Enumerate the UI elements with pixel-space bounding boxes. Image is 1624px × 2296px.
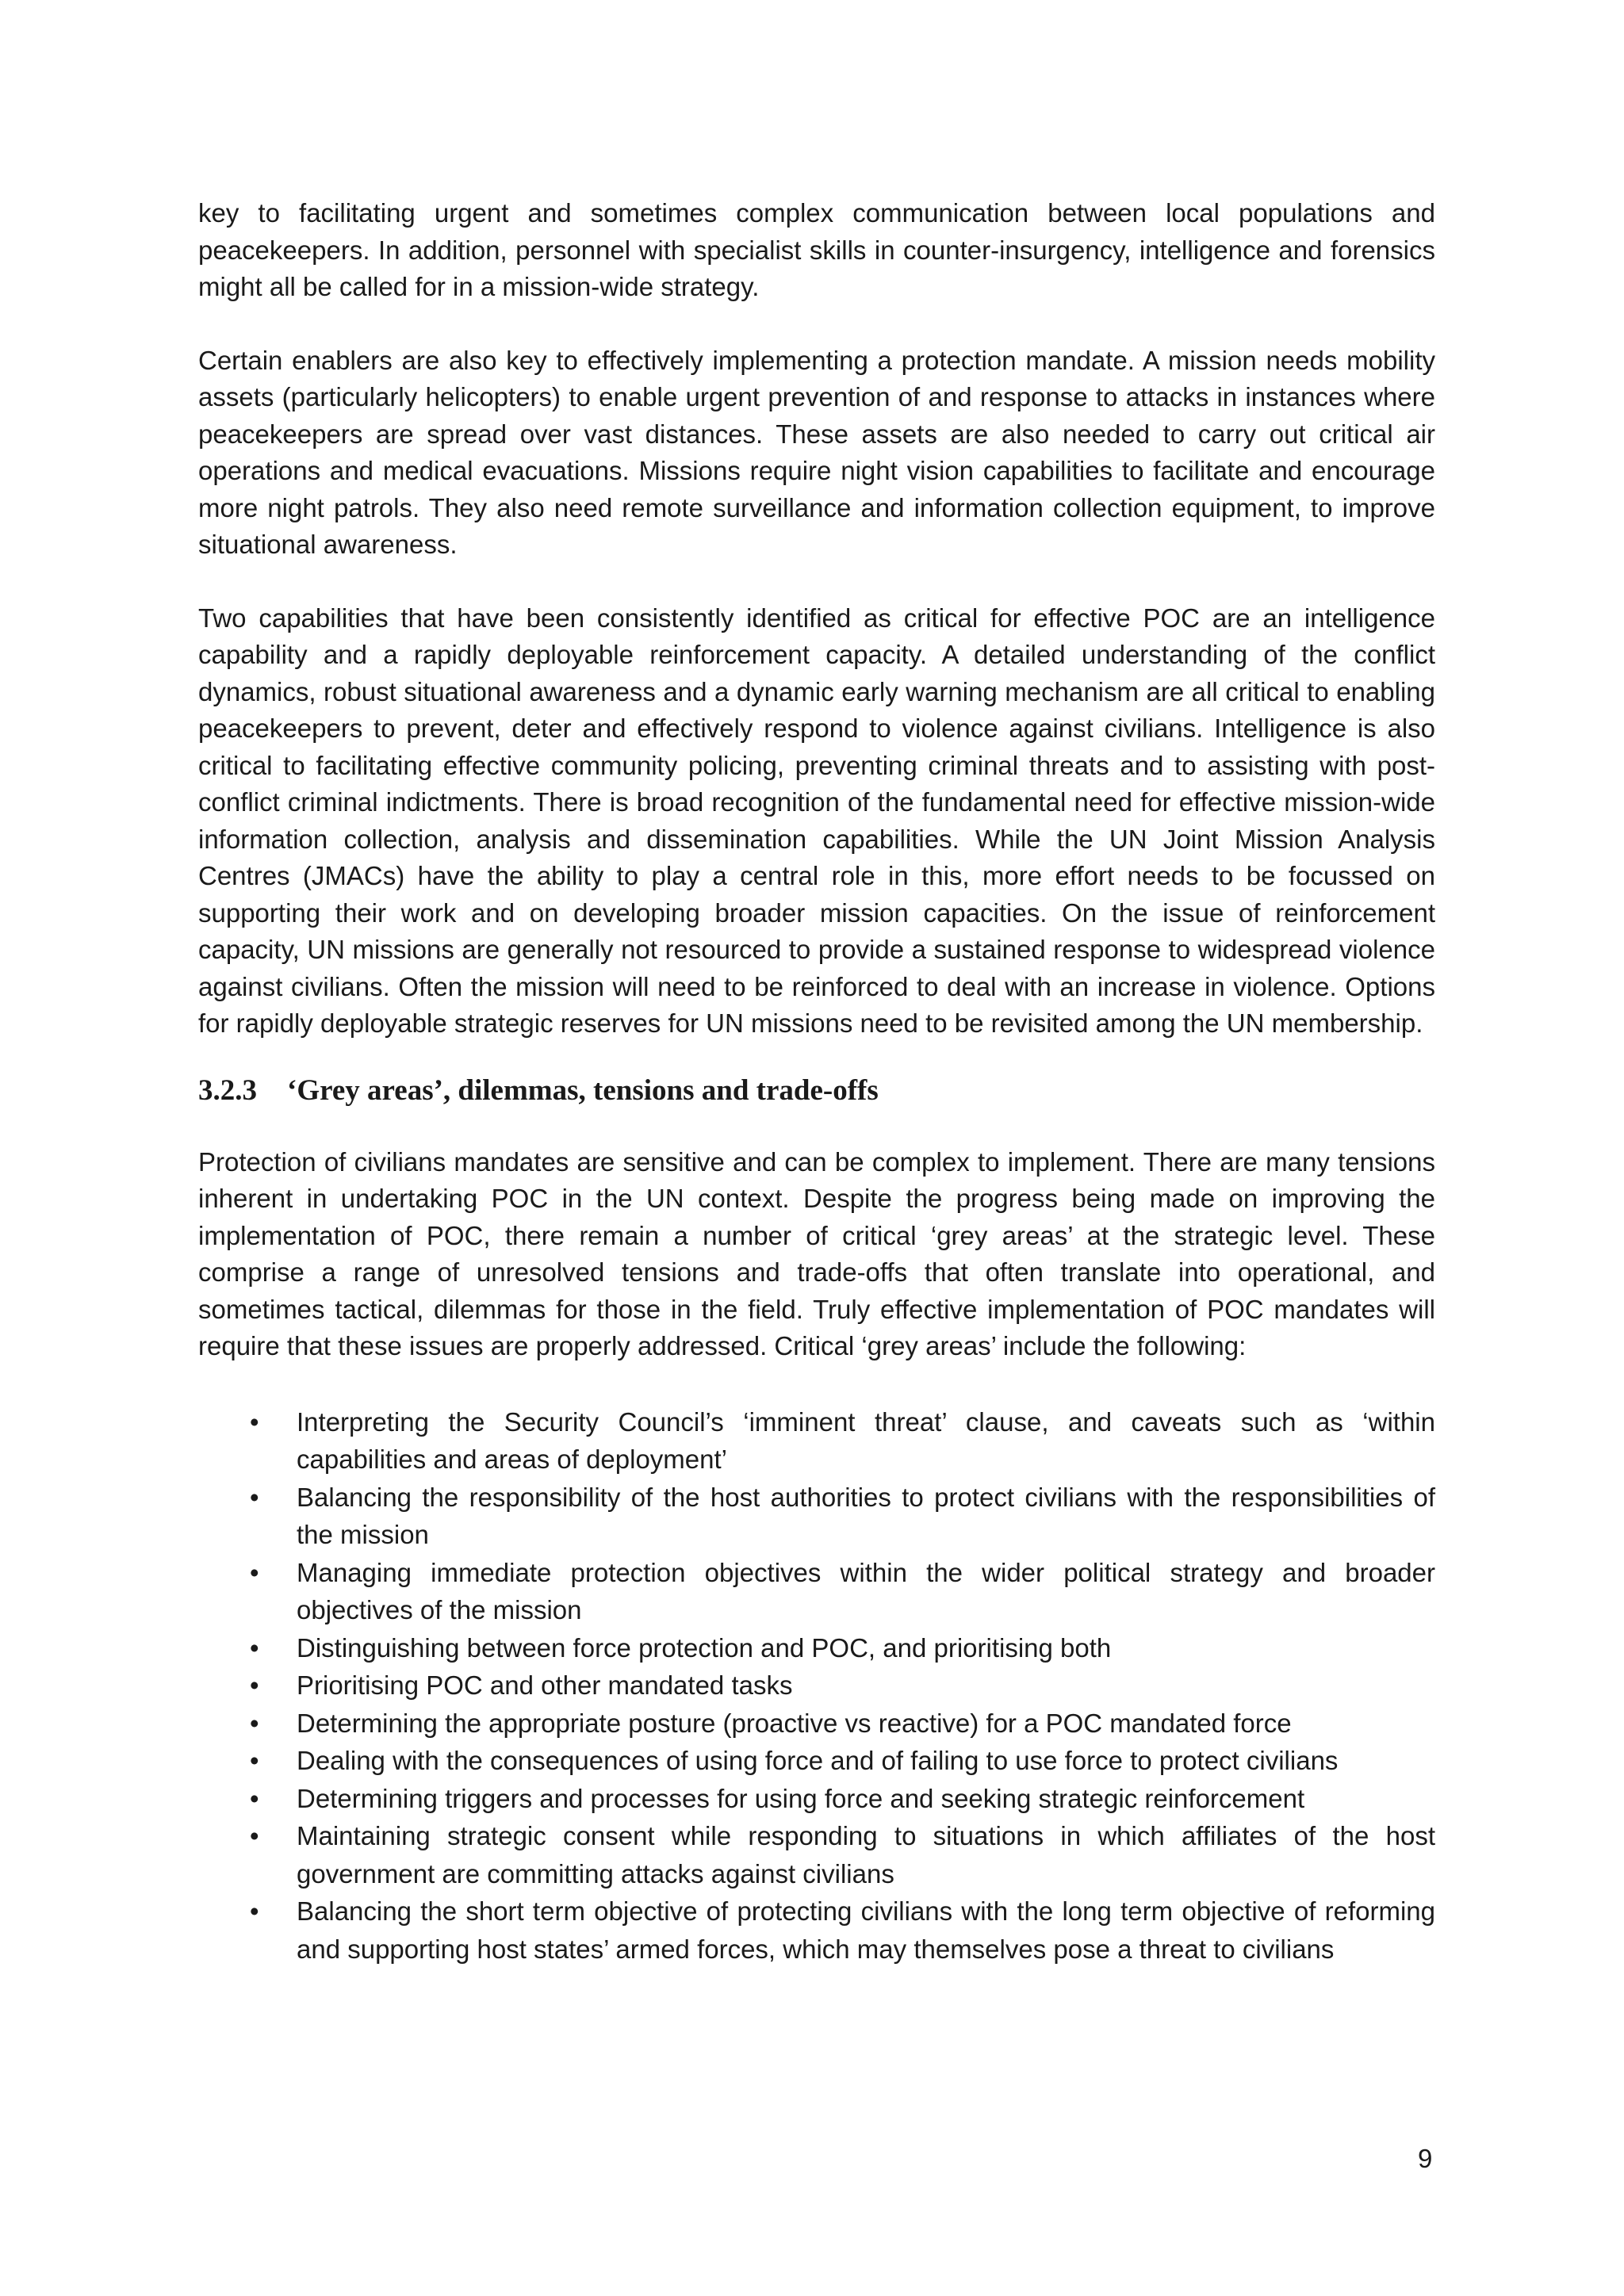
bullet-icon: • [250, 1821, 259, 1850]
list-item [198, 1892, 1435, 1968]
bullet-icon: • [250, 1632, 259, 1663]
section-heading [198, 1073, 1435, 1109]
section-title: ‘Grey areas’, dilemmas, tensions and trade-offs [287, 1073, 879, 1107]
list-item-text: Dealing with the consequences of using force and of failing to use force to protect civilians [297, 1746, 1339, 1775]
list-item [198, 1629, 1435, 1667]
bullet-icon: • [250, 1406, 259, 1437]
page-number: 9 [1418, 2144, 1433, 2173]
bullet-icon: • [250, 1482, 259, 1512]
list-item [198, 1554, 1435, 1629]
bullet-icon: • [250, 1896, 259, 1926]
list-item-text: Managing immediate protection objectives within the wider political strategy and broader objectives of the mission [297, 1557, 1435, 1624]
body-paragraph: key to facilitating urgent and sometimes complex communication between local populations and peacekeepers. In addition, personnel with specialist skills in counter-insurgency, intelligence and forensics might all be called for in a mission-wide strategy. [198, 198, 1435, 301]
bullet-icon: • [250, 1783, 259, 1813]
list-item-text: Balancing the short term objective of protecting civilians with the long term objective of reforming and supporting host states’ armed forces, which may themselves pose a threat to civilians [297, 1896, 1435, 1964]
bullet-icon: • [250, 1670, 259, 1700]
list-item-text: Interpreting the Security Council’s ‘imminent threat’ clause, and caveats such as ‘within capabilities and areas of deployment’ [297, 1406, 1435, 1474]
list-item [198, 1705, 1435, 1743]
grey-areas-list [198, 1403, 1435, 1969]
list-item [198, 1667, 1435, 1705]
list-item-text: Distinguishing between force protection and POC, and prioritising both [297, 1632, 1112, 1663]
bullet-icon: • [250, 1557, 259, 1587]
list-item-text: Balancing the responsibility of the host authorities to protect civilians with the responsibilities of the mission [297, 1482, 1435, 1549]
list-item [198, 1742, 1435, 1780]
list-item [198, 1403, 1435, 1479]
list-item-text: Maintaining strategic consent while responding to situations in which affiliates of the host government are committing attacks against civilians [297, 1821, 1435, 1888]
section-number: 3.2.3 [198, 1073, 257, 1107]
list-item-text: Determining the appropriate posture (proactive vs reactive) for a POC mandated force [297, 1708, 1292, 1738]
body-paragraph: Certain enablers are also key to effectively implementing a protection mandate. A mission needs mobility assets (particularly helicopters) to enable urgent prevention of and response to attacks in instances where peacekeepers are spread over vast distances. These assets are also needed to carry out critical air operations and medical evacuations. Missions require night vision capabilities to facilitate and encourage more night patrols. They also need remote surveillance and information collection equipment, to improve situational awareness. [198, 345, 1435, 559]
list-item [198, 1817, 1435, 1892]
body-paragraph: Two capabilities that have been consistently identified as critical for effective POC are an intelligence capability and a rapidly deployable reinforcement capacity. A detailed understanding of the conflict dynamics, robust situational awareness and a dynamic early warning mechanism are all critical to enabling peacekeepers to prevent, deter and effectively respond to violence against civilians. Intelligence is also critical to facilitating effective community policing, preventing criminal threats and to assisting with post-conflict criminal indictments. There is broad recognition of the fundamental need for effective mission-wide information collection, analysis and dissemination capabilities. While the UN Joint Mission Analysis Centres (JMACs) have the ability to play a central role in this, more effort needs to be focussed on supporting their work and on developing broader mission capacities. On the issue of reinforcement capacity, UN missions are generally not resourced to provide a sustained response to widespread violence against civilians. Often the mission will need to be reinforced to deal with an increase in violence. Options for rapidly deployable strategic reserves for UN missions need to be revisited among the UN membership. [198, 603, 1435, 1038]
document-page [198, 195, 1435, 1968]
list-item [198, 1479, 1435, 1554]
bullet-icon: • [250, 1746, 259, 1775]
section-paragraph: Protection of civilians mandates are sensitive and can be complex to implement. There are many tensions inherent in undertaking POC in the UN context. Despite the progress being made on improving the implementation of POC, there remain a number of critical ‘grey areas’ at the strategic level. These comprise a range of unresolved tensions and trade-offs that often translate into operational, and sometimes tactical, dilemmas for those in the field. Truly effective implementation of POC mandates will require that these issues are properly addressed. Critical ‘grey areas’ include the following: [198, 1146, 1435, 1360]
list-item-text: Prioritising POC and other mandated tasks [297, 1670, 793, 1700]
list-item-text: Determining triggers and processes for using force and seeking strategic reinforcement [297, 1783, 1305, 1813]
list-item [198, 1780, 1435, 1818]
bullet-icon: • [250, 1708, 259, 1738]
